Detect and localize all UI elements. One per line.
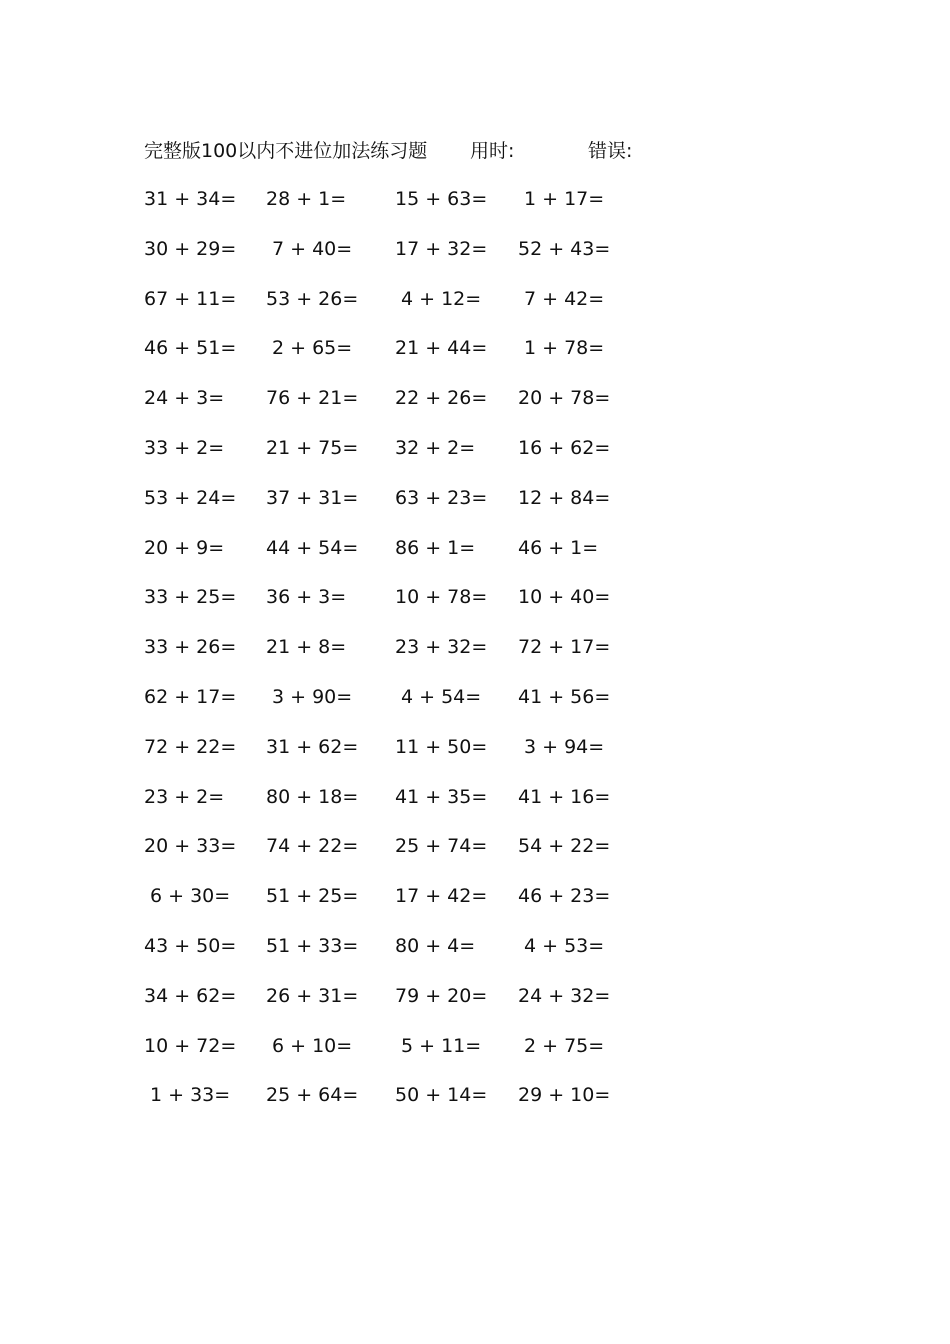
addition-problem: 24 + 32= (518, 985, 611, 1007)
addition-problem: 25 + 64= (266, 1084, 359, 1106)
addition-problem: 21 + 8= (266, 636, 347, 658)
addition-problem: 22 + 26= (395, 387, 488, 409)
addition-problem: 24 + 3= (144, 387, 225, 409)
addition-problem: 74 + 22= (266, 835, 359, 857)
addition-problem: 21 + 44= (395, 337, 488, 359)
addition-problem: 6 + 30= (150, 885, 231, 907)
addition-problem: 2 + 65= (272, 337, 353, 359)
addition-problem: 31 + 62= (266, 736, 359, 758)
addition-problem: 1 + 33= (150, 1084, 231, 1106)
addition-problem: 67 + 11= (144, 288, 237, 310)
addition-problem: 29 + 10= (518, 1084, 611, 1106)
addition-problem: 6 + 10= (272, 1035, 353, 1057)
addition-problem: 46 + 1= (518, 537, 599, 559)
addition-problem: 31 + 34= (144, 188, 237, 210)
addition-problem: 33 + 25= (144, 586, 237, 608)
addition-problem: 37 + 31= (266, 487, 359, 509)
addition-problem: 53 + 26= (266, 288, 359, 310)
addition-problem: 20 + 9= (144, 537, 225, 559)
addition-problem: 52 + 43= (518, 238, 611, 260)
addition-problem: 41 + 35= (395, 786, 488, 808)
addition-problem: 30 + 29= (144, 238, 237, 260)
addition-problem: 53 + 24= (144, 487, 237, 509)
addition-problem: 7 + 42= (524, 288, 605, 310)
addition-problem: 26 + 31= (266, 985, 359, 1007)
addition-problem: 43 + 50= (144, 935, 237, 957)
addition-problem: 44 + 54= (266, 537, 359, 559)
worksheet-title: 完整版100以内不进位加法练习题 (144, 140, 428, 162)
addition-problem: 51 + 33= (266, 935, 359, 957)
addition-problem: 1 + 17= (524, 188, 605, 210)
addition-problem: 1 + 78= (524, 337, 605, 359)
addition-problem: 80 + 18= (266, 786, 359, 808)
addition-problem: 10 + 72= (144, 1035, 237, 1057)
addition-problem: 76 + 21= (266, 387, 359, 409)
addition-problem: 72 + 22= (144, 736, 237, 758)
addition-problem: 25 + 74= (395, 835, 488, 857)
addition-problem: 32 + 2= (395, 437, 476, 459)
addition-problem: 79 + 20= (395, 985, 488, 1007)
addition-problem: 4 + 54= (401, 686, 482, 708)
addition-problem: 10 + 78= (395, 586, 488, 608)
addition-problem: 36 + 3= (266, 586, 347, 608)
addition-problem: 34 + 62= (144, 985, 237, 1007)
addition-problem: 10 + 40= (518, 586, 611, 608)
addition-problem: 46 + 51= (144, 337, 237, 359)
addition-problem: 86 + 1= (395, 537, 476, 559)
addition-problem: 28 + 1= (266, 188, 347, 210)
addition-problem: 54 + 22= (518, 835, 611, 857)
addition-problem: 15 + 63= (395, 188, 488, 210)
addition-problem: 33 + 26= (144, 636, 237, 658)
addition-problem: 80 + 4= (395, 935, 476, 957)
addition-problem: 23 + 32= (395, 636, 488, 658)
addition-problem: 51 + 25= (266, 885, 359, 907)
addition-problem: 16 + 62= (518, 437, 611, 459)
addition-problem: 3 + 94= (524, 736, 605, 758)
addition-problem: 12 + 84= (518, 487, 611, 509)
addition-problem: 72 + 17= (518, 636, 611, 658)
addition-problem: 3 + 90= (272, 686, 353, 708)
addition-problem: 23 + 2= (144, 786, 225, 808)
addition-problem: 2 + 75= (524, 1035, 605, 1057)
addition-problem: 7 + 40= (272, 238, 353, 260)
addition-problem: 11 + 50= (395, 736, 488, 758)
addition-problem: 20 + 78= (518, 387, 611, 409)
addition-problem: 17 + 32= (395, 238, 488, 260)
addition-problem: 41 + 56= (518, 686, 611, 708)
addition-problem: 4 + 12= (401, 288, 482, 310)
addition-problem: 62 + 17= (144, 686, 237, 708)
addition-problem: 63 + 23= (395, 487, 488, 509)
error-count-label: 错误: (588, 140, 633, 162)
addition-problem: 20 + 33= (144, 835, 237, 857)
addition-problem: 17 + 42= (395, 885, 488, 907)
addition-problem: 50 + 14= (395, 1084, 488, 1106)
addition-problem: 33 + 2= (144, 437, 225, 459)
addition-problem: 21 + 75= (266, 437, 359, 459)
addition-problem: 41 + 16= (518, 786, 611, 808)
time-used-label: 用时: (470, 140, 515, 162)
addition-problem: 4 + 53= (524, 935, 605, 957)
addition-problem: 46 + 23= (518, 885, 611, 907)
addition-problem: 5 + 11= (401, 1035, 482, 1057)
